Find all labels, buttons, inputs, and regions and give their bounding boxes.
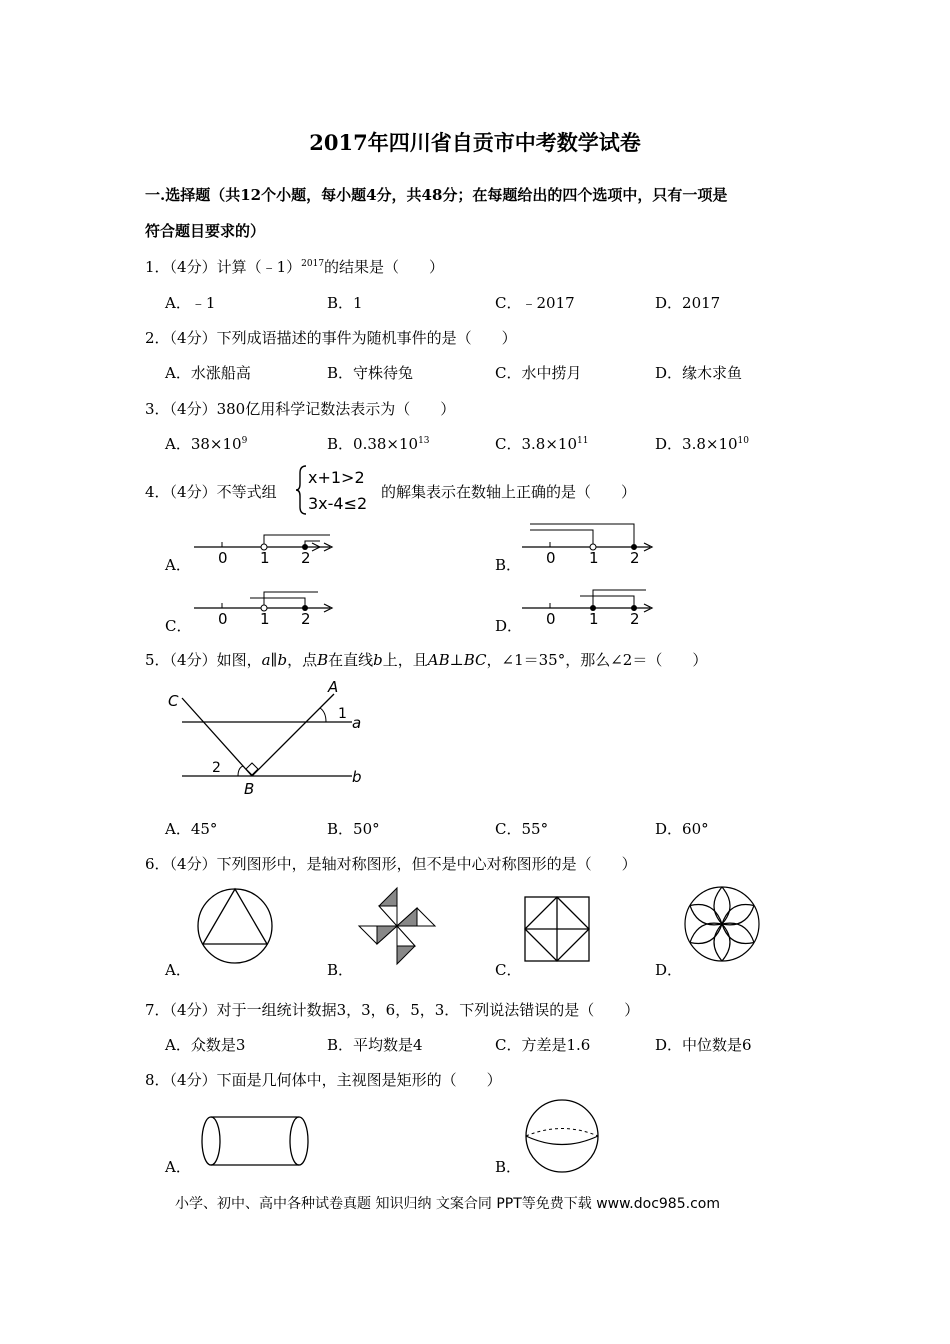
q3-option-b-base: B．0.38×10	[327, 435, 419, 453]
petal-3	[722, 904, 754, 924]
petal-1	[714, 887, 730, 924]
label-b-point: B	[244, 780, 255, 798]
q5-text-3: 上，且	[382, 651, 428, 669]
tick-label-0: 0	[546, 549, 556, 566]
q5-segment-ab: AB	[427, 651, 450, 669]
question-1	[145, 256, 444, 277]
petal-4	[690, 923, 722, 943]
q3-option-b-exp: 13	[418, 436, 430, 446]
question-4-stem-end: 的解集表示在数轴上正确的是（ ）	[381, 483, 637, 501]
q4-option-c-label: C．	[165, 617, 192, 635]
tick-label-1: 1	[589, 610, 599, 628]
q1-exponent: 2017	[301, 259, 325, 269]
q5-option-c: C．55°	[495, 820, 549, 838]
page-title: 2017年四川省自贡市中考数学试卷	[309, 130, 641, 155]
q6-option-c-label: C．	[495, 961, 522, 979]
q5-figure	[160, 678, 370, 800]
question-4-stem: 4．（4分）不等式组	[145, 483, 277, 501]
cylinder-right-end	[290, 1117, 308, 1165]
q4-option-a-label: A．	[165, 556, 191, 574]
q2-option-b: B．守株待兔	[327, 364, 414, 382]
q2-option-c: C．水中捞月	[495, 364, 582, 382]
q3-option-c	[495, 433, 588, 454]
cylinder-left-end	[202, 1117, 220, 1165]
angle-2-arc	[238, 766, 243, 776]
tick-label-1: 1	[260, 549, 270, 565]
q3-option-c-exp: 11	[577, 436, 589, 446]
tick-label-2: 2	[630, 610, 640, 628]
tick-label-0: 0	[546, 610, 556, 628]
sphere-outline	[526, 1100, 598, 1172]
q1-score: （4分）	[169, 258, 217, 276]
q8-option-a-label: A．	[165, 1158, 191, 1176]
q1-stem-end: 的结果是（ ）	[324, 258, 445, 276]
question-6: 6．（4分）下列图形中，是轴对称图形，但不是中心对称图形的是（ ）	[145, 855, 637, 873]
right-angle-mark	[246, 763, 258, 775]
q3-option-a-exp: 9	[241, 436, 248, 446]
q3-option-c-base: C．3.8×10	[495, 435, 577, 453]
pinwheel-blade-6	[397, 926, 415, 946]
label-line-b: b	[352, 768, 362, 786]
q3-option-b	[327, 433, 430, 454]
q5-point-b: B	[317, 651, 329, 669]
q5-var-b2: b	[373, 651, 383, 669]
q4-option-b-numberline	[518, 520, 658, 566]
pinwheel-blade-8	[377, 926, 397, 944]
q6-option-b-label: B．	[327, 961, 354, 979]
label-a-point: A	[328, 678, 339, 696]
question-7: 7．（4分）对于一组统计数据3，3，6，5，3．下列说法错误的是（ ）	[145, 1001, 640, 1019]
label-angle-1: 1	[338, 706, 347, 722]
q8-figure-b-sphere	[522, 1097, 602, 1177]
q6-figure-a	[195, 886, 275, 966]
q3-option-d	[655, 433, 749, 454]
q5-option-a: A．45°	[165, 820, 218, 838]
q1-option-d: D．2017	[655, 294, 721, 312]
section-heading-line1: 一.选择题（共12个小题，每小题4分，共48分；在每题给出的四个选项中，只有一项是	[145, 186, 728, 204]
q5-option-d: D．60°	[655, 820, 709, 838]
q4-option-d-numberline	[518, 584, 658, 628]
angle-1-arc	[320, 708, 326, 722]
q6-figure-b	[355, 884, 439, 968]
question-8: 8．（4分）下面是几何体中，主视图是矩形的（ ）	[145, 1071, 502, 1089]
solution-ray-2	[580, 596, 634, 608]
q7-option-a: A．众数是3	[165, 1036, 246, 1054]
q5-option-b: B．50°	[327, 820, 380, 838]
tick-label-2: 2	[301, 610, 311, 626]
q2-option-d: D．缘木求鱼	[655, 364, 743, 382]
q3-option-d-exp: 10	[737, 436, 749, 446]
label-line-a: a	[352, 714, 362, 732]
tick-label-0: 0	[218, 549, 228, 565]
tick-label-2: 2	[630, 549, 640, 566]
q1-option-b: B．1	[327, 294, 363, 312]
inequality-system	[296, 463, 380, 517]
q6-option-d-label: D．	[655, 961, 683, 979]
q3-option-a-base: A．38×10	[165, 435, 242, 453]
q1-option-c: C．﹣2017	[495, 294, 575, 312]
tick-label-1: 1	[260, 610, 270, 626]
q5-text-1: ，点	[287, 651, 318, 669]
solution-ray-2	[530, 530, 593, 547]
label-c: C	[168, 692, 179, 710]
label-angle-2: 2	[212, 760, 221, 776]
q1-option-a: A．﹣1	[165, 294, 216, 312]
q5-segment-bc: BC	[463, 651, 487, 669]
inequality-1: x+1>2	[308, 468, 365, 487]
pinwheel-blade-4	[397, 908, 417, 926]
q4-option-a-numberline	[190, 525, 340, 565]
section-heading-line2: 符合题目要求的）	[145, 222, 266, 240]
solution-ray-2	[250, 598, 305, 608]
q5-perp-symbol: ⊥	[449, 651, 464, 669]
q5-stem: 5．（4分）如图，	[145, 651, 262, 669]
q7-option-d: D．中位数是6	[655, 1036, 752, 1054]
q2-option-a: A．水涨船高	[165, 364, 251, 382]
sphere-equator-back	[526, 1129, 598, 1137]
question-3: 3．（4分）380亿用科学记数法表示为（ ）	[145, 400, 456, 418]
tick-label-0: 0	[218, 610, 228, 626]
tick-label-2: 2	[301, 549, 311, 565]
solution-ray-1	[264, 535, 330, 547]
q3-option-a	[165, 433, 247, 454]
brace-icon	[296, 466, 306, 514]
q5-var-a: a	[261, 651, 271, 669]
q4-option-c-numberline	[190, 586, 340, 626]
q6-figure-c	[522, 894, 592, 964]
q1-number: 1．	[145, 258, 170, 276]
q4-option-b-label: B．	[495, 556, 522, 574]
petal-5	[722, 923, 754, 943]
solution-ray-1	[530, 524, 634, 547]
q6-option-a-label: A．	[165, 961, 191, 979]
petal-2	[714, 924, 730, 961]
q5-var-b: b	[277, 651, 288, 669]
q7-option-c: C．方差是1.6	[495, 1036, 591, 1054]
q5-parallel-symbol: ∥	[270, 651, 278, 669]
q4-option-d-label: D．	[495, 617, 523, 635]
q6-figure-d	[682, 884, 762, 964]
pinwheel-blade-2	[379, 906, 397, 926]
petal-6	[690, 904, 722, 924]
solution-ray-1	[593, 590, 646, 608]
q5-text-2: 在直线	[328, 651, 374, 669]
q5-stem-end: ，∠1＝35°，那么∠2＝（ ）	[486, 651, 708, 669]
q8-figure-a-cylinder	[195, 1112, 315, 1172]
inequality-2: 3x-4≤2	[308, 494, 368, 513]
segment-ba	[252, 694, 334, 776]
question-5	[145, 649, 707, 670]
q3-option-d-base: D．3.8×10	[655, 435, 738, 453]
circle-shape	[198, 889, 272, 963]
solution-ray-1	[264, 592, 318, 608]
sphere-equator-front	[526, 1136, 598, 1145]
q8-option-b-label: B．	[495, 1158, 522, 1176]
q7-option-b: B．平均数是4	[327, 1036, 423, 1054]
footer-text: 小学、初中、高中各种试卷真题 知识归纳 文案合同 PPT等免费下载 www.doc985.com	[175, 1196, 720, 1212]
tick-label-1: 1	[589, 549, 599, 566]
q1-stem: 计算（﹣1）	[216, 258, 302, 276]
question-2: 2．（4分）下列成语描述的事件为随机事件的是（ ）	[145, 329, 517, 347]
